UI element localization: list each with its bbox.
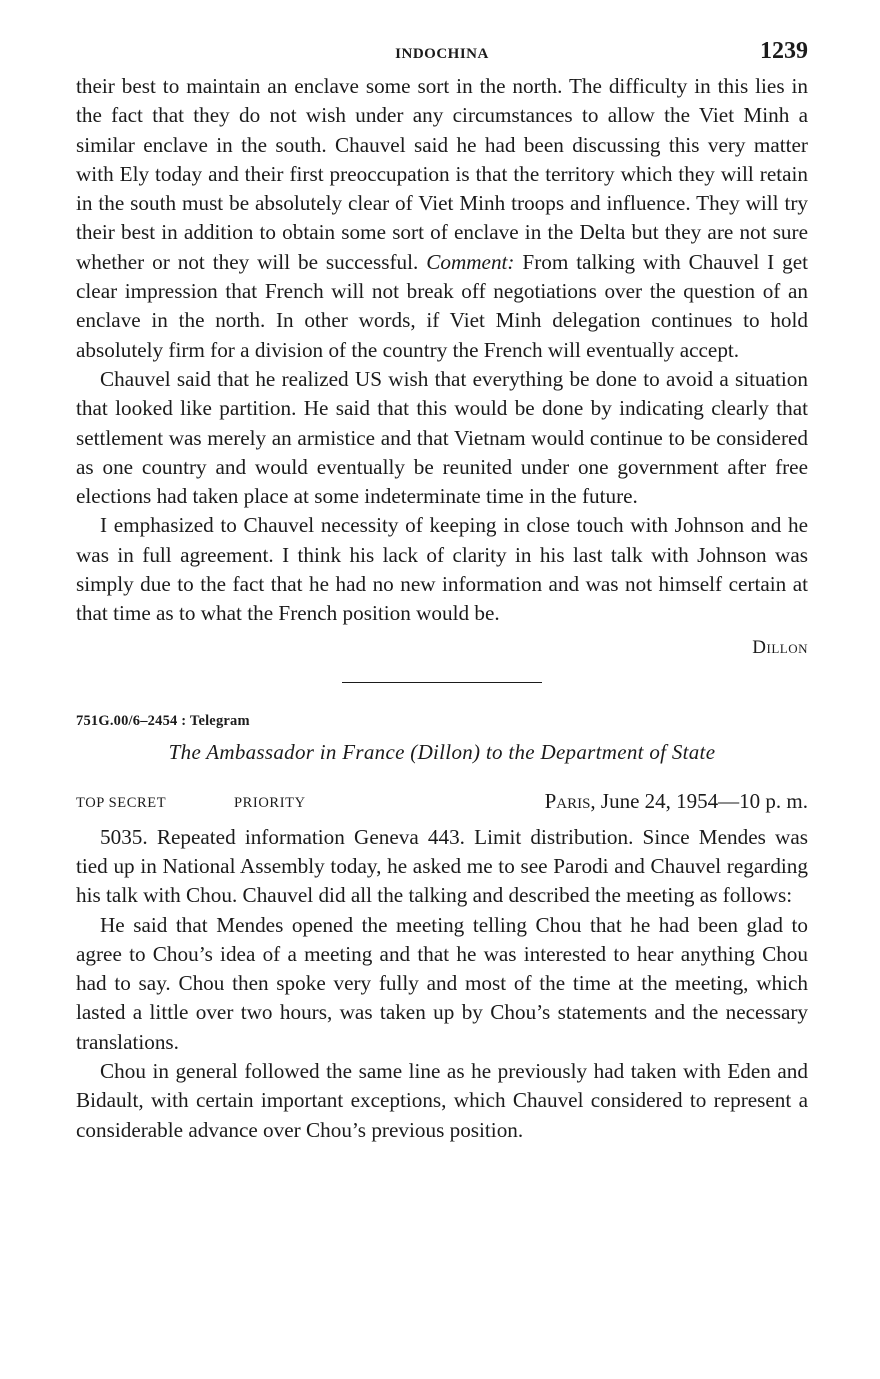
continued-paragraph-2: Chauvel said that he realized US wish that everything be done to avoid a situation that looked like partition. He said that this would be done by indicating clearly that settlement was merely an armistice and that Vietnam would continue to be considered as one country and would eventually be reunited under one government after free elections had taken place at some indeterminate time in the future. [76,366,808,509]
dateline [545,789,808,814]
section-divider [342,682,542,683]
running-header [76,36,808,72]
telegram-paragraph-2: He said that Mendes opened the meeting telling Chou that he had been glad to agree to Chou’s idea of a meeting and that he was interested to hear anything Chou had to say. Chou then spoke very fully and most of the time at the meeting, which lasted a little over two hours, was taken up by Chou’s statements and the necessary translations. [76,912,808,1054]
telegram-paragraph-3: Chou in general followed the same line as he previously had taken with Eden and Bidault, with certain important exceptions, which Chauvel considered to represent a considerable advance over Chou’s previous position. [76,1059,808,1142]
priority-label: PRIORITY [234,794,306,811]
signature: Dillon [752,636,808,658]
dateline-date: June 24, 1954—10 p. m. [595,788,808,813]
classification-label: TOP SECRET [76,794,167,811]
continued-paragraph-1 [76,72,808,365]
telegram-paragraph-1: 5035. Repeated information Geneva 443. Limit distribution. Since Mendes was tied up in National Assembly today, he asked me to see Parodi and Chauvel regarding his talk with Chou. Chauvel did all the talking and described the meeting as follows: [76,824,808,908]
running-title: INDOCHINA [395,46,489,62]
telegram-meta-line [76,789,808,819]
document-heading: The Ambassador in France (Dillon) to the Department of State [168,739,716,764]
document-file-number: 751G.00/6–2454 : Telegram [76,712,250,729]
dateline-place: Paris, [544,788,596,813]
paragraph-text: their best to maintain an enclave some sort in the north. The difficulty in this lies in the fact that they do not wish under any circumstances to allow the Viet Minh a similar enclave in the south. Chauvel said he had been discussing this very matter with Ely today and their first preoccupation is that the territory which they will retain in the south must be absolutely clear of Viet Minh troops and influence. They will try their best in addition to obtain some sort of enclave in the Delta but they are not sure whether or not they will be successful. [76,74,808,274]
page-number: 1239 [760,38,808,64]
paragraph-text: From talking with Chauvel I get clear impression that French will not break off negotiations over the question of an enclave in the north. In other words, if Viet Minh delegation continues to hold absolutely firm for a division of the country the French will eventually accept. [76,249,808,362]
document-page [76,36,808,1145]
continued-paragraph-3: I emphasized to Chauvel necessity of keeping in close touch with Johnson and he was in full agreement. I think his lack of clarity in his last talk with Johnson was simply due to the fact that he had no new information and was not himself certain at that time as to what the French position would be. [76,513,808,626]
comment-label: Comment: [426,249,515,274]
